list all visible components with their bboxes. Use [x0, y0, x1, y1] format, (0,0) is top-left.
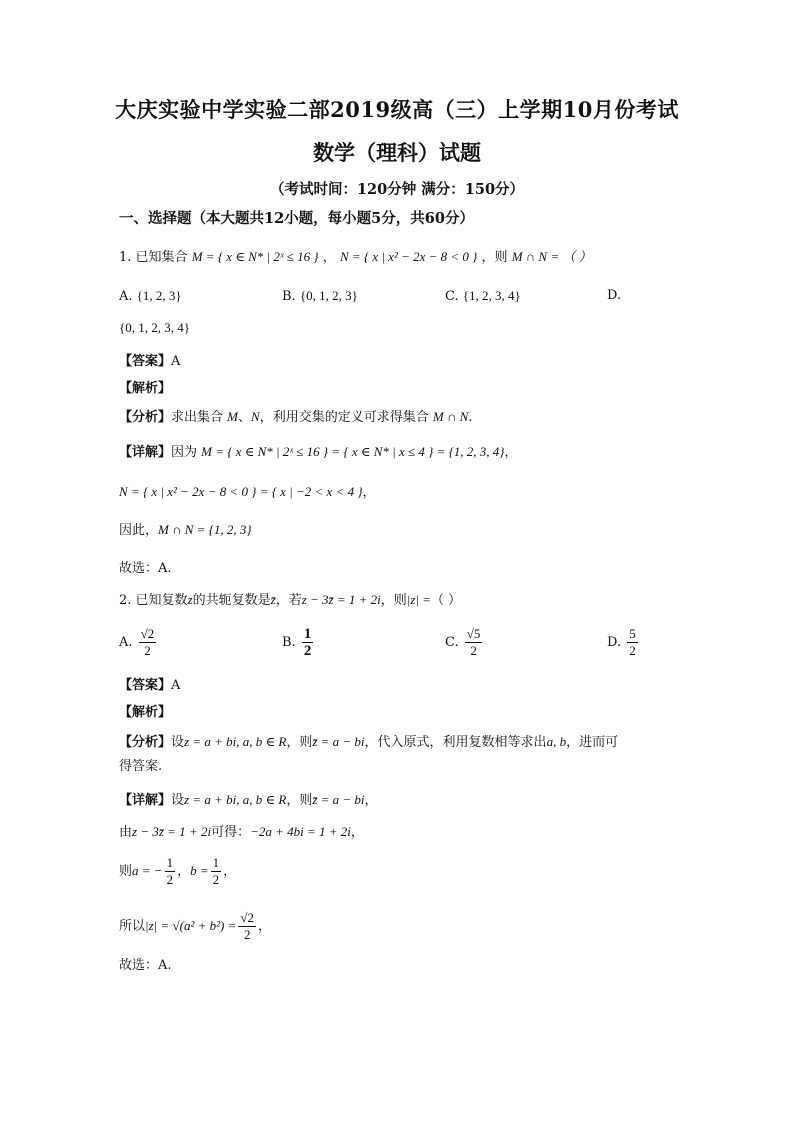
q2-stem-text-1: 2. 已知复数: [119, 593, 188, 608]
q2-suoyi: [119, 908, 271, 945]
q1-yinci-text: 因此，: [119, 523, 159, 538]
q2-ze: [119, 853, 236, 890]
q2-option-a-label: A.: [119, 635, 133, 650]
q2-you-formula-2: −2a + 4bi = 1 + 2i: [250, 824, 351, 839]
q2-fenxi-text-2: ，则: [286, 735, 313, 750]
q1-xiangjie: [119, 443, 518, 462]
q2-option-d: [607, 626, 640, 659]
q2-option-d-den: 2: [629, 643, 636, 658]
fenxi-tag: 【分析】: [119, 735, 172, 750]
q2-jiexi-tag: 【解析】: [119, 705, 172, 720]
q2-option-a: [119, 626, 158, 659]
q1-option-a: [119, 288, 182, 304]
q1-yinci: [119, 521, 252, 540]
q2-option-a-num: √2: [140, 626, 155, 641]
q2-you-comma: ，: [350, 825, 364, 840]
q2-xiangjie-text-1: 设: [171, 793, 185, 808]
q2-equation: z − 3z̄ = 1 + 2i: [301, 592, 381, 607]
q2-you-text-1: 由: [119, 825, 133, 840]
q1-option-c-value: {1, 2, 3, 4}: [462, 288, 521, 303]
q2-suoyi-den: 2: [243, 927, 251, 942]
q1-answer-value: A: [171, 354, 181, 369]
q2-stem-text-3: ，若: [275, 593, 302, 608]
q1-option-d-label: D.: [607, 288, 622, 303]
q2-you-text-2: 可得：: [211, 825, 251, 840]
q2-ze-f2-num: 1: [212, 855, 220, 870]
q2-option-a-fraction: [139, 626, 157, 659]
answer-tag: 【答案】: [119, 354, 172, 369]
q1-option-b-value: {0, 1, 2, 3}: [299, 288, 358, 303]
q2-ze-f1-den: 2: [166, 872, 174, 887]
q2-ze-text: 则: [119, 864, 133, 879]
q1-sep: ，: [322, 250, 336, 265]
q1-option-b: [282, 288, 358, 304]
q2-option-d-fraction: [627, 626, 638, 659]
q2-fenxi-formula-2: z̄ = a − bi: [312, 734, 365, 749]
q1-xiangjie-comma: ，: [504, 445, 518, 460]
q2-suoyi-end: ，: [258, 919, 272, 934]
q2-xiangjie-formula-2: z̄ = a − bi: [312, 792, 365, 807]
q2-xiangjie: [119, 791, 378, 810]
q1-option-c: [445, 288, 521, 304]
q2-option-b-label: B.: [282, 635, 296, 650]
q2-abs: |z| =: [406, 592, 432, 607]
q1-stem: [119, 248, 592, 267]
q2-fenxi-cont: 得答案.: [119, 759, 163, 774]
q2-answer: [119, 677, 180, 695]
q2-guxuan: 故选：A.: [119, 958, 172, 973]
q2-option-d-num: 5: [629, 626, 636, 641]
q1-then: ，则: [481, 250, 508, 265]
q1-fenxi-text-1: 求出集合: [171, 410, 224, 425]
xiangjie-tag: 【详解】: [119, 793, 172, 808]
q1-fenxi-m: M: [227, 409, 239, 424]
q2-suoyi-formula: |z| = √(a² + b²) =: [145, 918, 237, 933]
q1-answer: [119, 353, 180, 371]
q2-zbar: z̄: [270, 592, 276, 607]
xiangjie-tag: 【详解】: [119, 445, 172, 460]
q1-option-a-label: A.: [119, 289, 133, 304]
q1-set-n: N = { x | x² − 2x − 8 < 0 }: [339, 249, 478, 264]
q2-ze-a: a = −: [132, 863, 163, 878]
q1-line-n-comma: ，: [362, 485, 376, 500]
q2-fenxi: [119, 733, 618, 752]
q2-ze-fraction-1: [165, 855, 176, 888]
q2-ze-fraction-2: [211, 855, 222, 888]
q1-fenxi-n: N: [251, 409, 260, 424]
q2-option-b-den: 2: [303, 643, 312, 659]
q2-fenxi-text-4: ，进而可: [566, 735, 619, 750]
q1-stem-text: 1. 已知集合: [119, 250, 188, 265]
q2-ze-end: ，: [223, 864, 237, 879]
q1-fenxi: [119, 408, 472, 427]
q1-fenxi-period: .: [468, 410, 473, 425]
q2-you: [119, 823, 364, 842]
q1-set-m: M = { x ∈ N* | 2ˣ ≤ 16 }: [191, 249, 319, 264]
q2-option-b: [282, 626, 315, 659]
q2-xiangjie-formula-1: z = a + bi, a, b ∈ R: [184, 792, 287, 807]
q2-option-b-num: 1: [303, 626, 312, 642]
q1-jiexi-tag: 【解析】: [119, 381, 172, 396]
fenxi-tag: 【分析】: [119, 410, 172, 425]
q2-option-c-num: √5: [466, 626, 481, 641]
q2-fenxi-formula-3: a, b: [546, 734, 567, 749]
q2-fenxi-text-1: 设: [171, 735, 185, 750]
q2-option-c-fraction: [465, 626, 483, 659]
q2-option-b-fraction: [302, 626, 314, 659]
q2-suoyi-fraction: [238, 910, 256, 943]
q2-stem: [119, 591, 461, 610]
q2-answer-value: A: [171, 678, 181, 693]
q1-fenxi-text-2: 、: [238, 410, 252, 425]
q2-xiangjie-comma: ，: [364, 793, 378, 808]
q1-ask: M ∩ N = （ ）: [511, 249, 592, 264]
q1-option-d-value: {0, 1, 2, 3, 4}: [119, 320, 190, 335]
q1-fenxi-intersection: M ∩ N: [432, 409, 469, 424]
q2-option-c-label: C.: [445, 635, 459, 650]
q2-stem-text-2: 的共轭复数是: [192, 593, 271, 608]
q2-fenxi-text-3: ，代入原式，利用复数相等求出: [364, 735, 547, 750]
q2-ze-f2-den: 2: [212, 872, 220, 887]
q2-suoyi-num: √2: [240, 910, 255, 925]
q1-option-c-label: C.: [445, 289, 459, 304]
q2-option-d-label: D.: [607, 635, 622, 650]
q2-option-c-den: 2: [470, 643, 477, 658]
q1-line-n-formula: N = { x | x² − 2x − 8 < 0 } = { x | −2 < x < 4 }: [119, 484, 363, 499]
exam-info: （考试时间：120分钟 满分：150分）: [269, 181, 525, 198]
q2-ze-f1-num: 1: [166, 855, 174, 870]
q1-line-n: [119, 483, 376, 502]
q2-you-formula-1: z − 3z̄ = 1 + 2i: [132, 824, 212, 839]
q2-xiangjie-text-2: ，则: [286, 793, 313, 808]
q1-option-a-value: {1, 2, 3}: [136, 288, 182, 303]
q2-ze-b: b =: [190, 863, 209, 878]
q2-fenxi-formula-1: z = a + bi, a, b ∈ R: [184, 734, 287, 749]
q1-fenxi-text-3: ，利用交集的定义可求得集合: [259, 410, 429, 425]
q1-yinci-formula: M ∩ N = {1, 2, 3}: [158, 522, 252, 537]
q2-ze-sep: ，: [177, 864, 191, 879]
q2-option-a-den: 2: [144, 643, 151, 658]
q2-stem-text-4: ，则: [380, 593, 407, 608]
q1-option-b-label: B.: [282, 289, 296, 304]
q2-suoyi-text: 所以: [119, 919, 146, 934]
section-heading: 一、选择题（本大题共12小题，每小题5分，共60分）: [119, 210, 474, 227]
q1-xiangjie-formula: M = { x ∈ N* | 2ˣ ≤ 16 } = { x ∈ N* | x ≤ 4 } = {1, 2, 3, 4}: [201, 444, 505, 459]
q2-z: z: [187, 592, 193, 607]
q1-xiangjie-text: 因为: [171, 445, 198, 460]
q2-option-c: [445, 626, 484, 659]
q1-guxuan: 故选：A.: [119, 561, 172, 576]
exam-subtitle: 数学（理科）试题: [313, 140, 481, 165]
q2-blank: （ ）: [431, 593, 462, 608]
answer-tag: 【答案】: [119, 678, 172, 693]
exam-title: 大庆实验中学实验二部2019级高（三）上学期10月份考试: [115, 97, 679, 122]
